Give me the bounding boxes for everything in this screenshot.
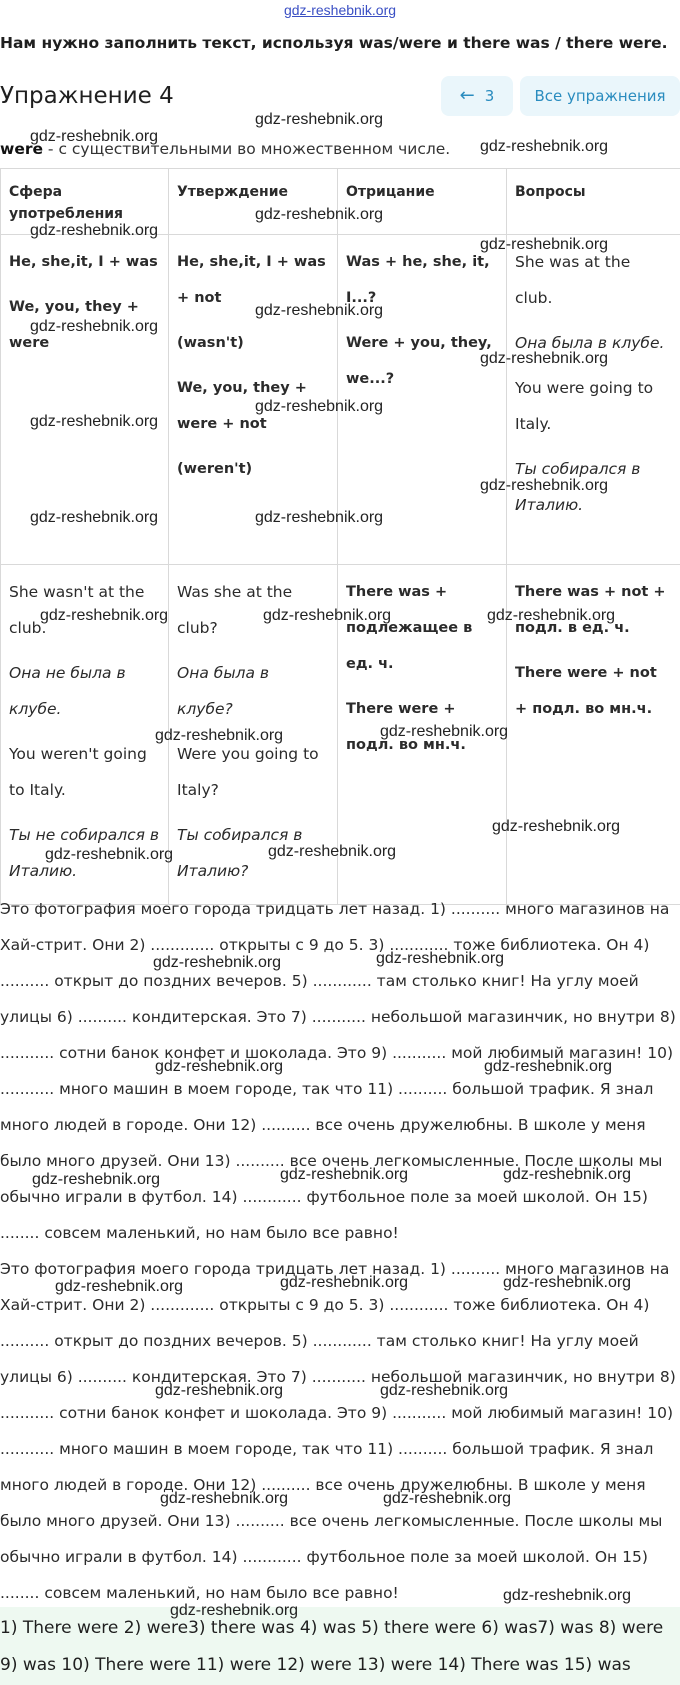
cell-text: There was + подлежащее в ед. ч. bbox=[346, 584, 473, 672]
cell-text: There was + not + подл. в ед. ч. bbox=[515, 584, 666, 636]
header-cell: Отрицание bbox=[338, 169, 507, 235]
watermark: gdz-reshebnik.org bbox=[153, 954, 282, 971]
watermark: gdz-reshebnik.org bbox=[255, 398, 384, 415]
watermark: gdz-reshebnik.org bbox=[480, 477, 609, 494]
grammar-table bbox=[0, 168, 680, 905]
cell-text: Она была в клубе? bbox=[177, 664, 270, 718]
intro-text: Нам нужно заполнить текст, используя was/were и there was / there were. bbox=[0, 34, 668, 52]
cell-text: Were you going to Italy? bbox=[177, 745, 319, 799]
header-cell: Утверждение bbox=[169, 169, 338, 235]
watermark: gdz-reshebnik.org bbox=[263, 607, 392, 624]
solution-passage: Это фотография моего города тридцать лет назад. 1) .......... много магазинов на Хай-стрит. Они 2) ............. открыты с 9 до 5. 3) ............ тоже библиотека. Он 4) .......... открыт до поздних вечеров. 5) ............ там столько книг! На углу моей улицы 6) .......... кондитерская. Это 7) ........... небольшой магазинчик, но внутри 8) ........... сотни банок конфет и шоколада. Это 9) ........... мой любимый магазин! 10) ........... много машин в моем городе, так что 11) .......... большой трафик. Я знал много людей в городе. Они 12) .......... все очень дружелюбны. В школе у меня было много друзей. Они 13) .......... все очень легкомысленные. После школы мы обычно играли в футбол. 14) ............ футбольное поле за моей школой. Он 15) ........ совсем маленький, но нам было все равно! bbox=[0, 1260, 676, 1602]
watermark: gdz-reshebnik.org bbox=[503, 1166, 632, 1183]
watermark: gdz-reshebnik.org bbox=[383, 1490, 512, 1507]
watermark: gdz-reshebnik.org bbox=[380, 723, 509, 740]
arrow-left-icon: ← bbox=[459, 85, 475, 106]
watermark: gdz-reshebnik.org bbox=[30, 413, 159, 430]
watermark: gdz-reshebnik.org bbox=[40, 607, 169, 624]
watermark: gdz-reshebnik.org bbox=[503, 1587, 632, 1604]
watermark: gdz-reshebnik.org bbox=[30, 509, 159, 526]
cell-text: He, she,it, I + was bbox=[9, 254, 158, 270]
watermark: gdz-reshebnik.org bbox=[280, 1274, 409, 1291]
cell-text: Ты собирался в Италию? bbox=[177, 826, 303, 880]
cell-text: Ты не собирался в Италию. bbox=[9, 826, 160, 880]
all-exercises-button[interactable]: Все упражнения bbox=[520, 76, 680, 116]
watermark: gdz-reshebnik.org bbox=[380, 1382, 509, 1399]
watermark: gdz-reshebnik.org bbox=[492, 818, 621, 835]
cell-text: There were + подл. во мн.ч. bbox=[346, 701, 466, 753]
watermark: gdz-reshebnik.org bbox=[160, 1490, 289, 1507]
exercise-title: Упражнение 4 bbox=[0, 83, 174, 109]
watermark: gdz-reshebnik.org bbox=[268, 843, 397, 860]
cell-text: You were going to Italy. bbox=[515, 379, 654, 433]
cell-text: We, you, they + were + not bbox=[177, 380, 307, 432]
site-url-link[interactable]: gdz-reshebnik.org bbox=[283, 2, 397, 18]
rule-bold: were bbox=[0, 140, 43, 158]
watermark: gdz-reshebnik.org bbox=[155, 1058, 284, 1075]
watermark: gdz-reshebnik.org bbox=[32, 1171, 161, 1188]
prev-exercise-label: 3 bbox=[484, 87, 495, 105]
watermark: gdz-reshebnik.org bbox=[480, 138, 609, 155]
watermark: gdz-reshebnik.org bbox=[30, 318, 159, 335]
watermark: gdz-reshebnik.org bbox=[255, 111, 384, 128]
watermark: gdz-reshebnik.org bbox=[255, 302, 384, 319]
header-cell: Сфера употребления bbox=[1, 169, 169, 235]
watermark: gdz-reshebnik.org bbox=[155, 727, 284, 744]
cell-text: Ты собирался в Италию. bbox=[515, 460, 641, 514]
watermark: gdz-reshebnik.org bbox=[45, 846, 174, 863]
watermark: gdz-reshebnik.org bbox=[503, 1274, 632, 1291]
prev-exercise-button[interactable] bbox=[441, 76, 513, 116]
rule-rest: - с существительными во множественном числе. bbox=[43, 140, 451, 158]
exercise-passage: Это фотография моего города тридцать лет назад. 1) .......... много магазинов на Хай-стрит. Они 2) ............. открыты с 9 до 5. 3) ............ тоже библиотека. Он 4) .......... открыт до поздних вечеров. 5) ............ там столько книг! На углу моей улицы 6) .......... кондитерская. Это 7) ........... небольшой магазинчик, но внутри 8) ........... сотни банок конфет и шоколада. Это 9) ........... мой любимый магазин! 10) ........... много машин в моем городе, так что 11) .......... большой трафик. Я знал много людей в городе. Они 12) .......... все очень дружелюбны. В школе у меня было много друзей. Они 13) .......... все очень легкомысленные. После школы мы обычно играли в футбол. 14) ............ футбольное поле за моей школой. Он 15) ........ совсем маленький, но нам было все равно! bbox=[0, 900, 676, 1242]
cell-text: (wasn't) bbox=[177, 335, 244, 351]
cell-text: She wasn't at the club. bbox=[9, 583, 145, 637]
answer-block: 1) There were 2) were3) there was 4) was 5) there were 6) was7) was 8) were 9) was 10) There were 11) were 12) were 13) were 14) There was 15) was bbox=[0, 1607, 680, 1685]
header-cell: Вопросы bbox=[507, 169, 680, 235]
cell-text: (weren't) bbox=[177, 461, 253, 477]
watermark: gdz-reshebnik.org bbox=[480, 236, 609, 253]
watermark: gdz-reshebnik.org bbox=[484, 1058, 613, 1075]
watermark: gdz-reshebnik.org bbox=[155, 1382, 284, 1399]
watermark: gdz-reshebnik.org bbox=[255, 206, 384, 223]
cell-text: Were + you, they, we...? bbox=[346, 335, 492, 387]
watermark: gdz-reshebnik.org bbox=[480, 350, 609, 367]
cell-text: He, she,it, I + was + not bbox=[177, 254, 326, 306]
watermark: gdz-reshebnik.org bbox=[30, 128, 159, 145]
watermark: gdz-reshebnik.org bbox=[487, 607, 616, 624]
cell-text: Она не была в клубе. bbox=[9, 664, 126, 718]
watermark: gdz-reshebnik.org bbox=[255, 509, 384, 526]
cell-text: Was + he, she, it, I...? bbox=[346, 254, 490, 306]
table-cell bbox=[507, 235, 680, 565]
cell-text: You weren't going to Italy. bbox=[9, 745, 147, 799]
watermark: gdz-reshebnik.org bbox=[376, 950, 505, 967]
watermark: gdz-reshebnik.org bbox=[280, 1166, 409, 1183]
cell-text: We, you, they + were bbox=[9, 299, 139, 351]
cell-text: She was at the club. bbox=[515, 253, 631, 307]
watermark: gdz-reshebnik.org bbox=[30, 222, 159, 239]
watermark: gdz-reshebnik.org bbox=[170, 1602, 299, 1619]
cell-text: Was she at the club? bbox=[177, 583, 293, 637]
watermark: gdz-reshebnik.org bbox=[55, 1278, 184, 1295]
cell-text: There were + not + подл. во мн.ч. bbox=[515, 665, 657, 717]
cell-text: Она была в клубе. bbox=[515, 334, 665, 352]
